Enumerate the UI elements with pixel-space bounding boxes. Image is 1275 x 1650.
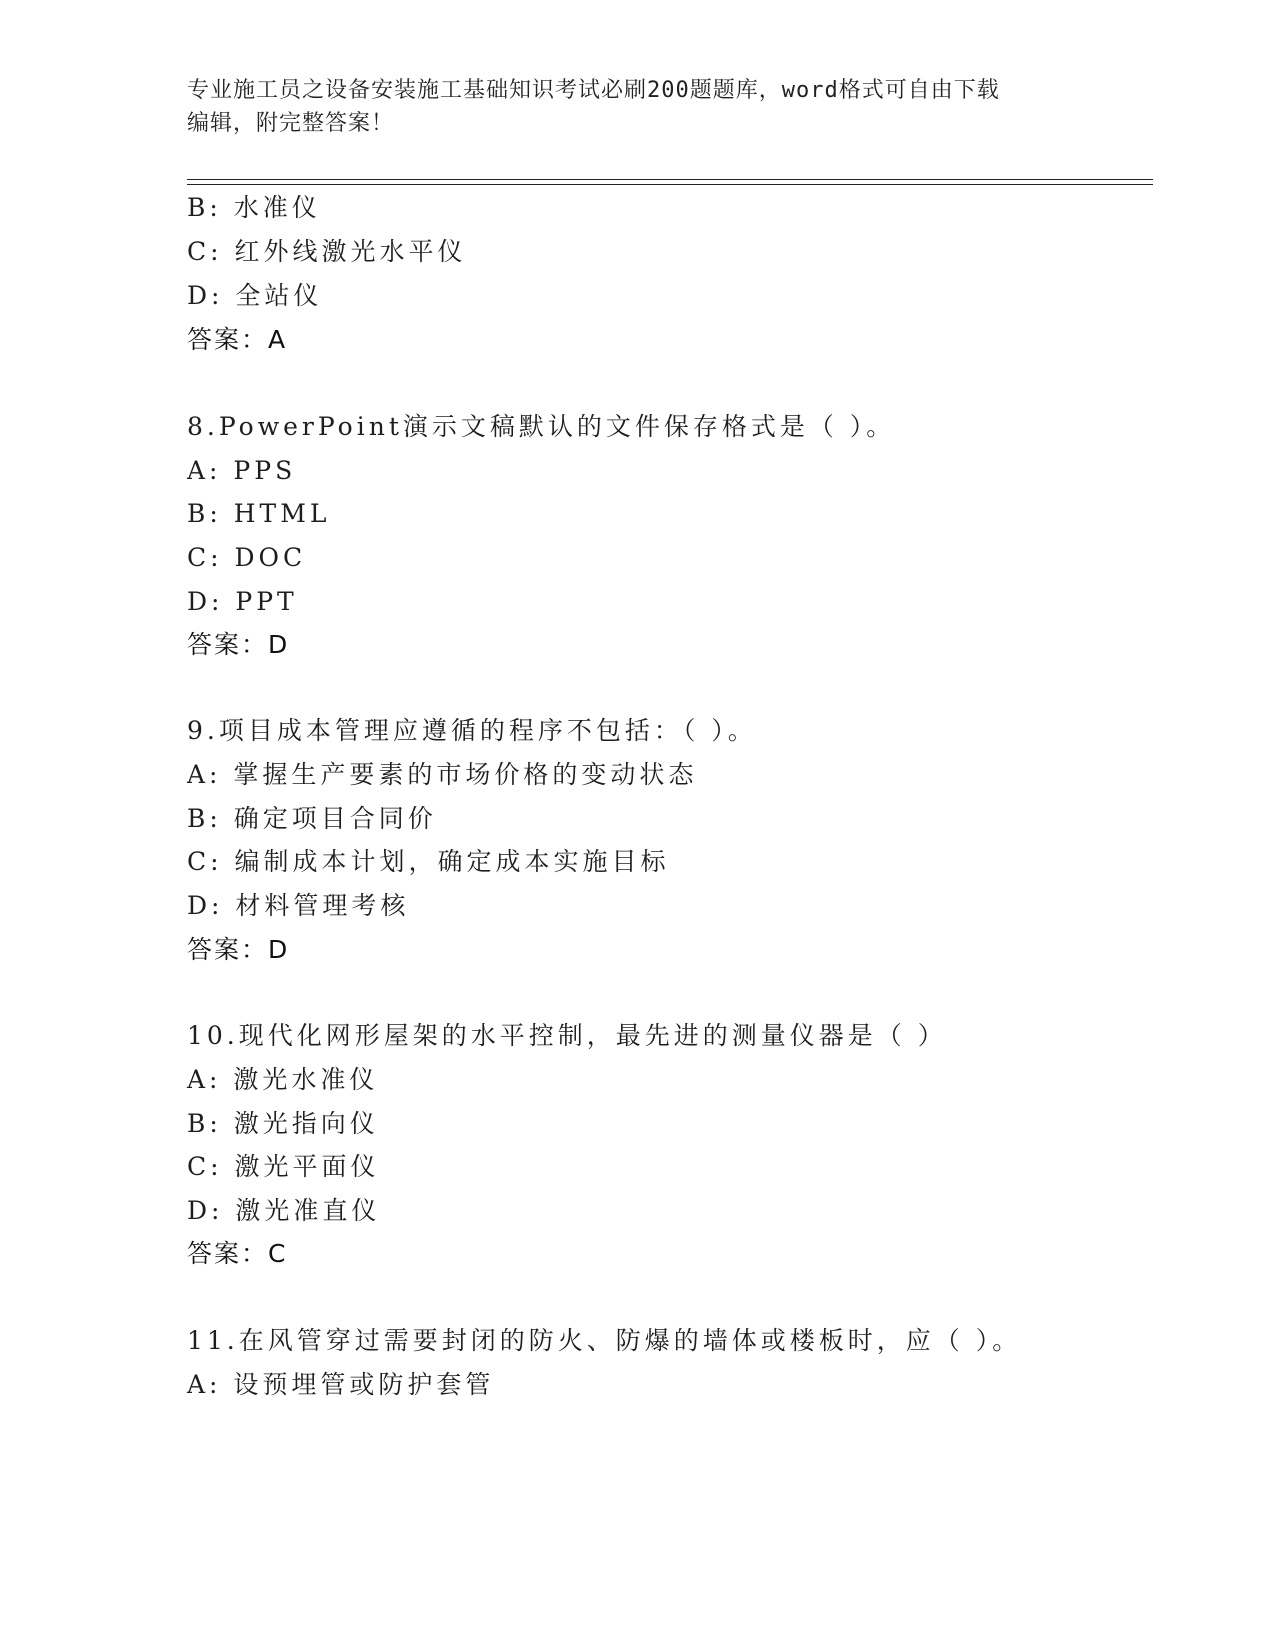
header-line-1: 专业施工员之设备安装施工基础知识考试必刷200题题库，word格式可自由下载 <box>187 78 1000 103</box>
q9-option-b: B: 确定项目合同价 <box>187 804 437 833</box>
q8-option-d: D: PPT <box>187 587 298 616</box>
q10-question: 10.现代化网形屋架的水平控制，最先进的测量仪器是（ ） <box>187 1021 947 1050</box>
q8-option-c: C: DOC <box>187 543 307 572</box>
q10-option-c: C: 激光平面仪 <box>187 1152 380 1181</box>
q7-answer: 答案：A <box>187 325 288 354</box>
q10-answer: 答案：C <box>187 1239 288 1268</box>
q7-option-b: B: 水准仪 <box>187 193 321 222</box>
header-divider-top <box>187 179 1153 180</box>
document-header <box>187 74 1087 140</box>
header-line-2: 编辑，附完整答案！ <box>187 111 395 136</box>
q8-answer: 答案：D <box>187 630 290 659</box>
q10-option-b: B: 激光指向仪 <box>187 1109 379 1138</box>
q7-option-d: D: 全站仪 <box>187 281 323 310</box>
q9-option-d: D: 材料管理考核 <box>187 891 410 920</box>
q11-option-a: A: 设预埋管或防护套管 <box>187 1370 495 1399</box>
header-divider-bottom <box>187 184 1153 185</box>
q9-option-c: C: 编制成本计划，确定成本实施目标 <box>187 847 670 876</box>
q9-answer: 答案：D <box>187 935 290 964</box>
q10-option-a: A: 激光水准仪 <box>187 1065 379 1094</box>
q10-option-d: D: 激光准直仪 <box>187 1196 381 1225</box>
q8-question: 8.PowerPoint演示文稿默认的文件保存格式是（ ）。 <box>187 412 896 441</box>
q9-option-a: A: 掌握生产要素的市场价格的变动状态 <box>187 760 698 789</box>
q11-question: 11.在风管穿过需要封闭的防火、防爆的墙体或楼板时，应（ ）。 <box>187 1326 1022 1355</box>
q8-option-b: B: HTML <box>187 499 331 528</box>
q8-option-a: A: PPS <box>187 456 297 485</box>
q9-question: 9.项目成本管理应遵循的程序不包括：（ ）。 <box>187 716 757 745</box>
q7-option-c: C: 红外线激光水平仪 <box>187 237 467 266</box>
